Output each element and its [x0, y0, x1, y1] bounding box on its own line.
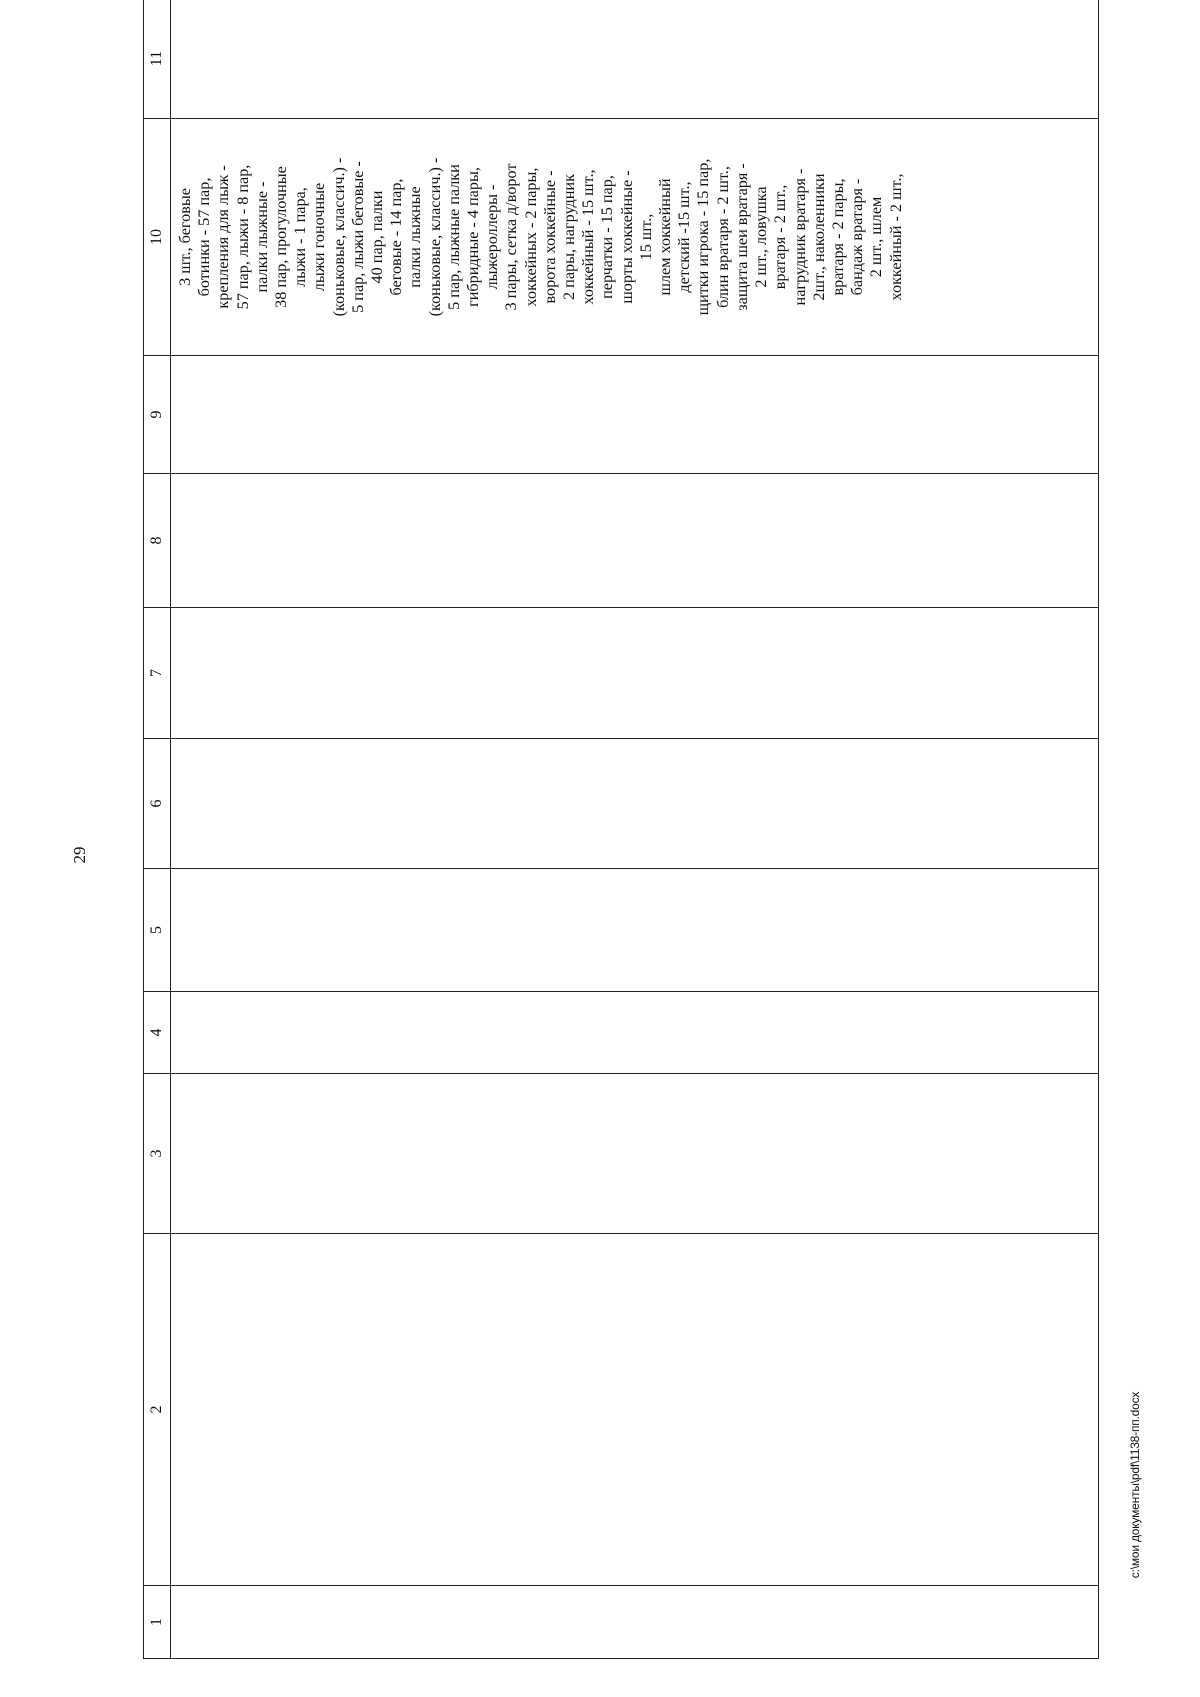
cell-col-6 — [171, 739, 1099, 869]
equipment-line: 2 шт., ловушка — [752, 186, 771, 288]
equipment-line: беговые - 14 пар, — [387, 178, 406, 296]
equipment-line: 15 шт., — [636, 213, 655, 261]
equipment-line: 2 пары, нагрудник — [560, 174, 579, 300]
equipment-line: перчатки - 15 пар, — [598, 175, 617, 299]
equipment-line: щитки игрока - 15 пар, — [694, 158, 713, 316]
equipment-line: детский -15 шт., — [675, 181, 694, 293]
equipment-line: защита шеи вратаря - — [732, 163, 751, 311]
equipment-line: блин вратаря - 2 шт., — [713, 166, 732, 308]
equipment-line: бандаж вратаря - — [848, 178, 867, 296]
data-table — [143, 0, 1099, 1659]
header-col-10: 10 — [144, 119, 171, 356]
rotated-table-container — [143, 0, 1093, 1659]
equipment-line: 5 пар, лыжные палки — [444, 164, 463, 310]
equipment-line: хоккейный - 15 шт., — [579, 169, 598, 305]
cell-col-7 — [171, 608, 1099, 739]
header-col-6: 6 — [144, 739, 171, 869]
equipment-line: (коньковые, классич.) - — [329, 157, 348, 317]
equipment-line: вратаря - 2 пары, — [828, 178, 847, 296]
equipment-line: крепления для лыж - — [214, 165, 233, 309]
equipment-line: шлем хоккейный — [656, 178, 675, 296]
equipment-line: хоккейный - 2 шт., — [886, 173, 905, 301]
equipment-line: вратаря - 2 шт., — [771, 184, 790, 290]
cell-col-8 — [171, 474, 1099, 608]
equipment-line: 2 шт., шлем — [867, 196, 886, 278]
equipment-line: 40 пар, палки — [368, 190, 387, 284]
header-col-7: 7 — [144, 608, 171, 739]
header-col-4: 4 — [144, 992, 171, 1074]
equipment-line: гибридные - 4 пары, — [464, 167, 483, 307]
equipment-line: 3 пары, сетка д/ворот — [502, 163, 521, 311]
equipment-line: 2шт., наколенники — [809, 173, 828, 301]
equipment-line: 5 пар, лыжи беговые - — [348, 161, 367, 313]
equipment-line: ворота хоккейные - — [540, 170, 559, 304]
cell-col-5 — [171, 869, 1099, 992]
header-col-3: 3 — [144, 1074, 171, 1234]
header-col-8: 8 — [144, 474, 171, 608]
page-number: 29 — [70, 846, 89, 864]
cell-col-11 — [171, 0, 1099, 119]
footer-file-path: c:\мои документы\pdf\1138-пп.docx — [1128, 1391, 1142, 1579]
equipment-line: хоккейных - 2 пары, — [521, 167, 540, 307]
equipment-line: палки лыжные - — [252, 181, 271, 293]
cell-col-4 — [171, 992, 1099, 1074]
equipment-line: (коньковые, классич.) - — [425, 157, 444, 317]
equipment-line: ботинки - 57 пар, — [195, 177, 214, 297]
equipment-line: нагрудник вратаря - — [790, 168, 809, 306]
cell-col-3 — [171, 1074, 1099, 1234]
equipment-line: 57 пар, лыжи - 8 пар, — [233, 164, 252, 310]
header-col-11: 11 — [144, 0, 171, 119]
body-row — [171, 0, 1099, 1659]
cell-col-10-equipment-list — [171, 119, 1099, 356]
header-col-5: 5 — [144, 869, 171, 992]
header-col-2: 2 — [144, 1234, 171, 1586]
equipment-line: 3 шт., беговые — [176, 188, 194, 286]
cell-col-9 — [171, 356, 1099, 474]
header-col-1: 1 — [144, 1586, 171, 1659]
equipment-line: 38 пар, прогулочные — [272, 166, 291, 308]
equipment-line: лыжи гоночные — [310, 182, 329, 292]
header-col-9: 9 — [144, 356, 171, 474]
cell-col-1 — [171, 1586, 1099, 1659]
cell-col-2 — [171, 1234, 1099, 1586]
header-row — [144, 0, 171, 1659]
equipment-line: лыжероллеры - — [483, 184, 502, 290]
equipment-line: лыжи - 1 пара, — [291, 187, 310, 287]
equipment-line: шорты хоккейные - — [617, 170, 636, 304]
equipment-line: палки лыжные — [406, 186, 425, 288]
